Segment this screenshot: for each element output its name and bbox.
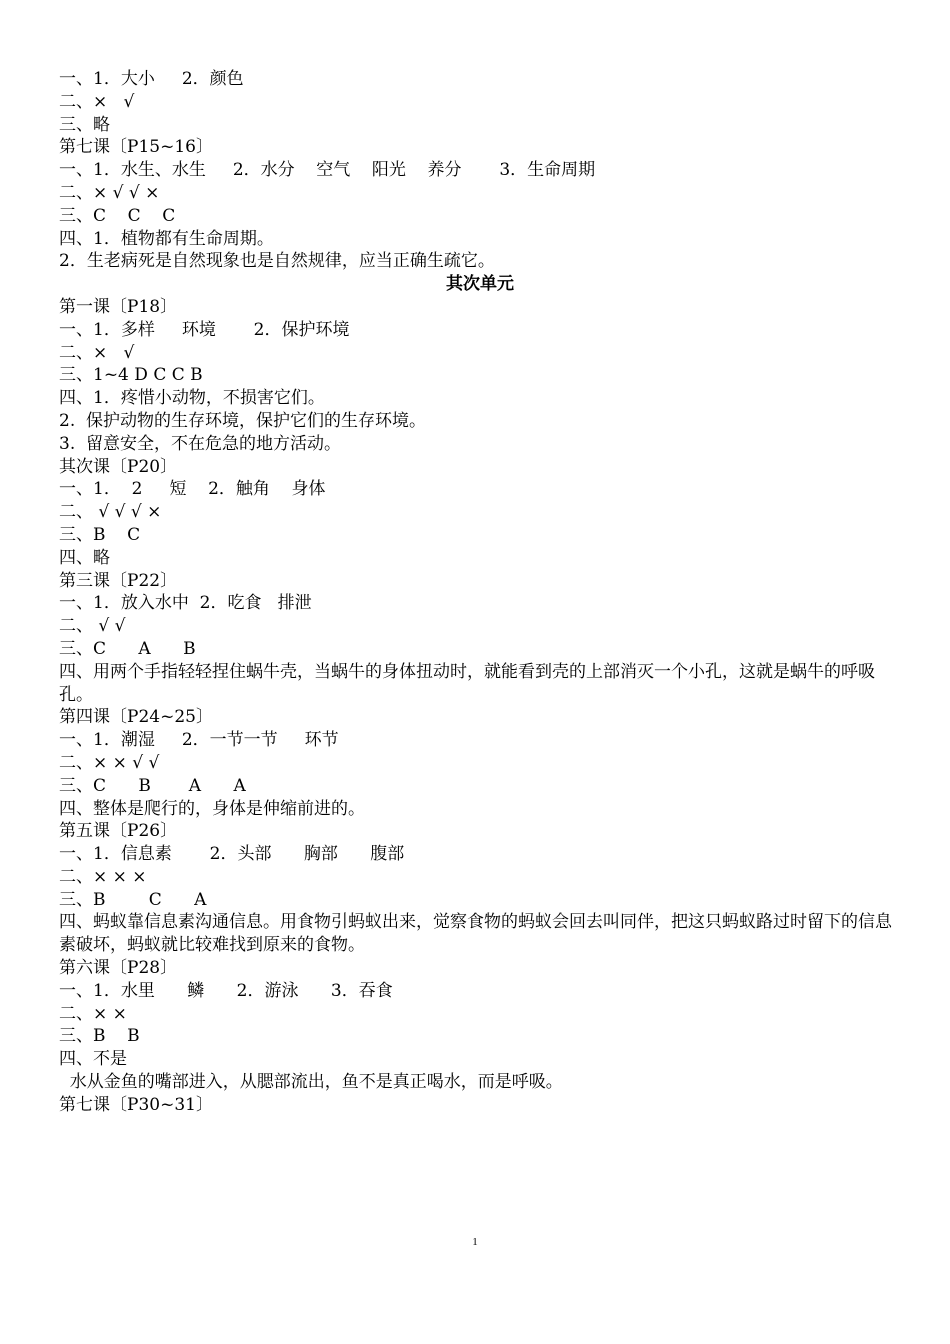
lesson-heading: 第六课〔P28〕 [59, 958, 178, 979]
line-34: 一、1．信息素 2．头部 胸部 腹部 [59, 844, 405, 865]
line-22: 四、略 [59, 547, 110, 568]
lesson-heading: 第三课〔P22〕 [59, 570, 178, 591]
line-17: 3. 留意安全，不在危急的地方活动。 [59, 433, 342, 454]
line-12: 一、1．多样 环境 2．保护环境 [59, 319, 350, 340]
line-8: 四、1．植物都有生命周期。 [59, 228, 274, 249]
line-19: 一、1． 2 短 2．触角 身体 [59, 479, 326, 500]
lesson-heading: 第五课〔P26〕 [59, 821, 178, 842]
line-7: 三、C C C [59, 205, 176, 226]
lesson-heading: 第一课〔P18〕 [59, 296, 178, 317]
line-43: 水从金鱼的嘴部进入，从腮部流出，鱼不是真正喝水，而是呼吸。 [59, 1072, 563, 1093]
line-35: 二、× × × [59, 866, 147, 887]
line-1: 一、1．大小 2．颜色 [59, 69, 244, 89]
line-16: 2. 保护动物的生存环境，保护它们的生存环境。 [59, 410, 427, 431]
answer-content [59, 68, 901, 1117]
line-30: 二、× × √ √ [59, 752, 160, 773]
lesson-heading: 第七课〔P15~16〕 [59, 137, 213, 158]
line-31: 三、C B A A [59, 775, 246, 796]
line-42: 四、不是 [59, 1049, 127, 1070]
lesson-heading: 第四课〔P24~25〕 [59, 707, 213, 728]
line-9: 2．生老病死是自然现象也是自然规律，应当正确生疏它。 [59, 251, 495, 272]
page-number: 1 [472, 1236, 478, 1248]
line-3: 三、略 [59, 114, 110, 135]
line-2: 二、× √ [59, 91, 135, 112]
line-39: 一、1．水里 鳞 2．游泳 3．吞食 [59, 980, 393, 1001]
line-20: 二、 √ √ √ × [59, 502, 162, 523]
line-24: 一、1．放入水中 2．吃食 排泄 [59, 593, 312, 614]
line-36: 三、B C A [59, 889, 207, 910]
line-32: 四、整体是爬行的，身体是伸缩前进的。 [59, 798, 365, 819]
line-25: 二、 √ √ [59, 616, 126, 637]
line-29: 一、1．潮湿 2．一节一节 环节 [59, 730, 339, 751]
line-40: 二、× × [59, 1003, 127, 1024]
line-26: 三、C A B [59, 638, 196, 659]
line-13: 二、× √ [59, 342, 135, 363]
line-5: 一、1．水生、水生 2．水分 空气 阳光 养分 3．生命周期 [59, 160, 596, 181]
line-21: 三、B C [59, 524, 141, 545]
line-6: 二、× √ √ × [59, 182, 160, 203]
unit-heading: 其次单元 [446, 274, 514, 295]
paragraph-ant-pheromone: 四、蚂蚁靠信息素沟通信息。用食物引蚂蚁出来，觉察食物的蚂蚁会回去叫同伴，把这只蚂蚁路过时留下的信息素破坏，蚂蚁就比较难找到原来的食物。 [59, 912, 892, 956]
line-15: 四、1．疼惜小动物，不损害它们。 [59, 388, 325, 409]
lesson-heading: 其次课〔P20〕 [59, 456, 178, 477]
paragraph-snail-breathing: 四、用两个手指轻轻捏住蜗牛壳，当蜗牛的身体扭动时，就能看到壳的上部消灭一个小孔，这就是蜗牛的呼吸孔。 [59, 661, 875, 705]
line-41: 三、B B [59, 1026, 140, 1047]
lesson-heading: 第七课〔P30~31〕 [59, 1094, 213, 1115]
line-14: 三、1~4 D C C B [59, 365, 203, 386]
